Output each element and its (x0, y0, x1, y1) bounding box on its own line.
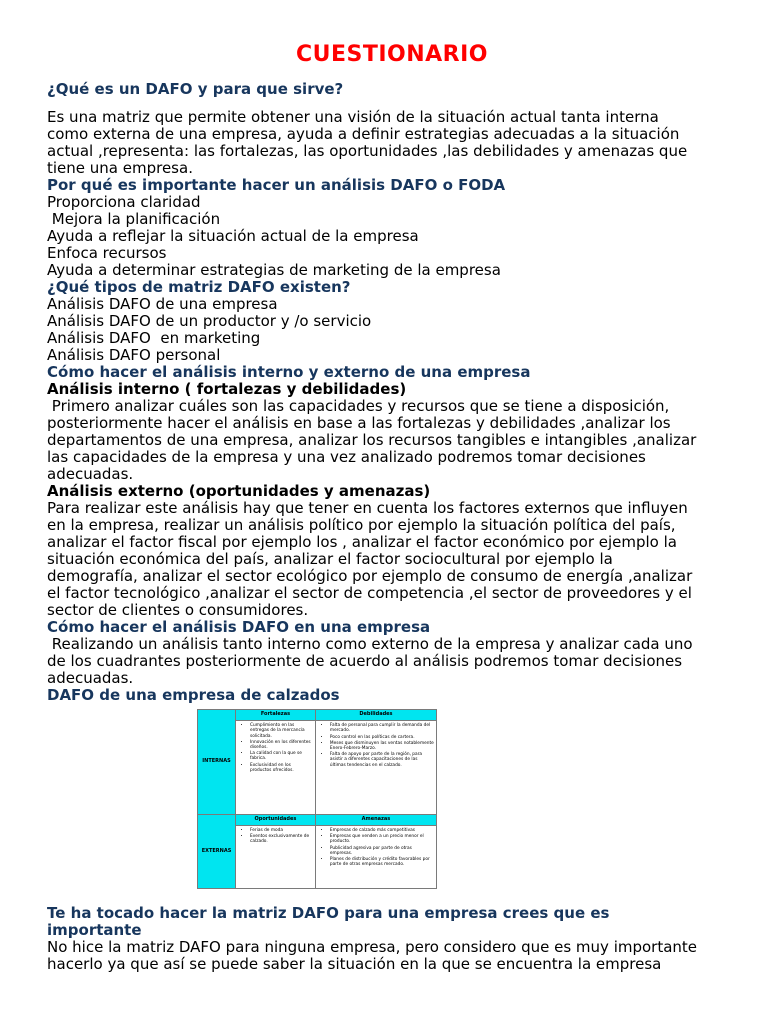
header-fortalezas: Fortalezas (236, 710, 316, 721)
header-oportunidades: Oportunidades (236, 814, 316, 825)
list-item: • Exclusividad en los productos ofrecidos. (250, 763, 313, 773)
text-line: No hice la matriz DAFO para ninguna empresa, pero considero que es muy importante (47, 938, 698, 956)
question-tipos: ¿Qué tipos de matriz DAFO existen? (47, 278, 351, 296)
list-item: Análisis DAFO de un productor y /o servicio (47, 312, 372, 330)
list-item: • Ferias de moda (250, 828, 313, 833)
list-tipos (47, 296, 737, 364)
list-item: Análisis DAFO en marketing (47, 329, 261, 347)
header-debilidades: Debilidades (315, 710, 436, 721)
text-line: Es una matriz que permite obtener una visión de la situación actual tanta interna (47, 108, 659, 126)
question-que-es-dafo: ¿Qué es un DAFO y para que sirve? (47, 80, 344, 98)
question-dafo-calzados: DAFO de una empresa de calzados (47, 686, 340, 704)
list-item: • Publicidad agresiva por parte de otras empresas. (330, 846, 434, 856)
question-importancia: Por qué es importante hacer un análisis DAFO o FODA (47, 176, 506, 194)
subheading-interno: Análisis interno ( fortalezas y debilidades) (47, 380, 407, 398)
text-line: departamentos de una empresa, analizar los recursos tangibles e intangibles ,analizar (47, 431, 697, 449)
cell-oportunidades (236, 825, 316, 888)
question-matriz-importante (47, 905, 737, 939)
list-item: • Poco control en las políticas de cartera. (330, 735, 434, 740)
cell-debilidades (315, 721, 436, 815)
list-item: • Innovación en los diferentes diseños. (250, 740, 313, 750)
list-item: • Eventos exclusivamente de calzado. (250, 834, 313, 844)
text-line: en la empresa, realizar un análisis político por ejemplo la situación política del país, (47, 516, 676, 534)
cell-amenazas (315, 825, 436, 888)
list-item: • Falta de apoyo por parte de la región, para asistir a diferentes capacitaciones de las últimas tendencias en el calzado. (330, 752, 434, 768)
text-line: Primero analizar cuáles son las capacidades y recursos que se tiene a disposición, (47, 397, 670, 415)
text-line: demografía, analizar el sector ecológico por ejemplo de consumo de energía ,analizar (47, 567, 693, 585)
dafo-matrix (197, 709, 437, 889)
list-item: Enfoca recursos (47, 244, 167, 262)
text-line: como externa de una empresa, ayuda a definir estrategias adecuadas a la situación (47, 125, 680, 143)
text-line: adecuadas. (47, 669, 134, 687)
text-line: el factor tecnológico ,analizar el sector de competencia ,el sector de proveedores y el (47, 584, 692, 602)
text-line: adecuadas. (47, 465, 134, 483)
text-line: actual ,representa: las fortalezas, las oportunidades ,las debilidades y amenazas que (47, 142, 688, 160)
text-line: tiene una empresa. (47, 159, 193, 177)
answer-externo (47, 500, 737, 619)
question-line: Te ha tocado hacer la matriz DAFO para una empresa crees que es (47, 904, 610, 922)
question-line: importante (47, 921, 142, 939)
question-interno-externo: Cómo hacer el análisis interno y externo de una empresa (47, 363, 531, 381)
list-item: • La calidad con la que se fabrica. (250, 751, 313, 761)
text-line: hacerlo ya que así se puede saber la situación en la que se encuentra la empresa (47, 955, 662, 973)
list-item: • Falta de personal para cumplir la demanda del mercado. (330, 723, 434, 733)
list-item: • Empresas que venden a un precio menor el producto. (330, 834, 434, 844)
list-importancia (47, 194, 737, 279)
page-title: CUESTIONARIO (295, 42, 489, 67)
text-line: sector de clientes o consumidores. (47, 601, 309, 619)
list-item: • Meses que disminuyen las ventas notablemente Enero-Febrero-Marzo. (330, 741, 434, 751)
list-item: Ayuda a determinar estrategias de marketing de la empresa (47, 261, 501, 279)
text-line: analizar el factor fiscal por ejemplo los , analizar el factor económico por ejemplo la (47, 533, 677, 551)
list-item: • Planes de distribución y crédito favorables por parte de otras empresas mercado. (330, 857, 434, 867)
answer-como-hacer (47, 636, 737, 687)
question-como-hacer: Cómo hacer el análisis DAFO en una empresa (47, 618, 431, 636)
document-page (47, 40, 737, 973)
list-item: Análisis DAFO de una empresa (47, 295, 278, 313)
list-item: Mejora la planificación (47, 210, 221, 228)
text-line: posteriormente hacer el análisis en base a las fortalezas y debilidades ,analizar los (47, 414, 671, 432)
cell-fortalezas (236, 721, 316, 815)
row-label-internas: INTERNAS (198, 710, 236, 815)
answer-matriz-importante (47, 939, 737, 973)
list-item: • Cumplimiento en las entregas de la mercancía solicitada. (250, 723, 313, 739)
answer-que-es-dafo (47, 109, 737, 177)
list-item: Ayuda a reflejar la situación actual de la empresa (47, 227, 419, 245)
list-item: • Empresas de calzado más competitivas (330, 828, 434, 833)
text-line: Realizando un análisis tanto interno como externo de la empresa y analizar cada uno (47, 635, 693, 653)
list-item: Análisis DAFO personal (47, 346, 221, 364)
row-label-externas: EXTERNAS (198, 814, 236, 888)
text-line: situación económica del país, analizar el factor sociocultural por ejemplo la (47, 550, 613, 568)
list-item: Proporciona claridad (47, 193, 201, 211)
answer-interno (47, 398, 737, 483)
text-line: Para realizar este análisis hay que tener en cuenta los factores externos que influyen (47, 499, 688, 517)
dafo-figure (47, 709, 737, 895)
text-line: las capacidades de la empresa y una vez analizado podremos tomar decisiones (47, 448, 646, 466)
text-line: de los cuadrantes posteriormente de acuerdo al análisis podremos tomar decisiones (47, 652, 683, 670)
subheading-externo: Análisis externo (oportunidades y amenazas) (47, 482, 431, 500)
header-amenazas: Amenazas (315, 814, 436, 825)
